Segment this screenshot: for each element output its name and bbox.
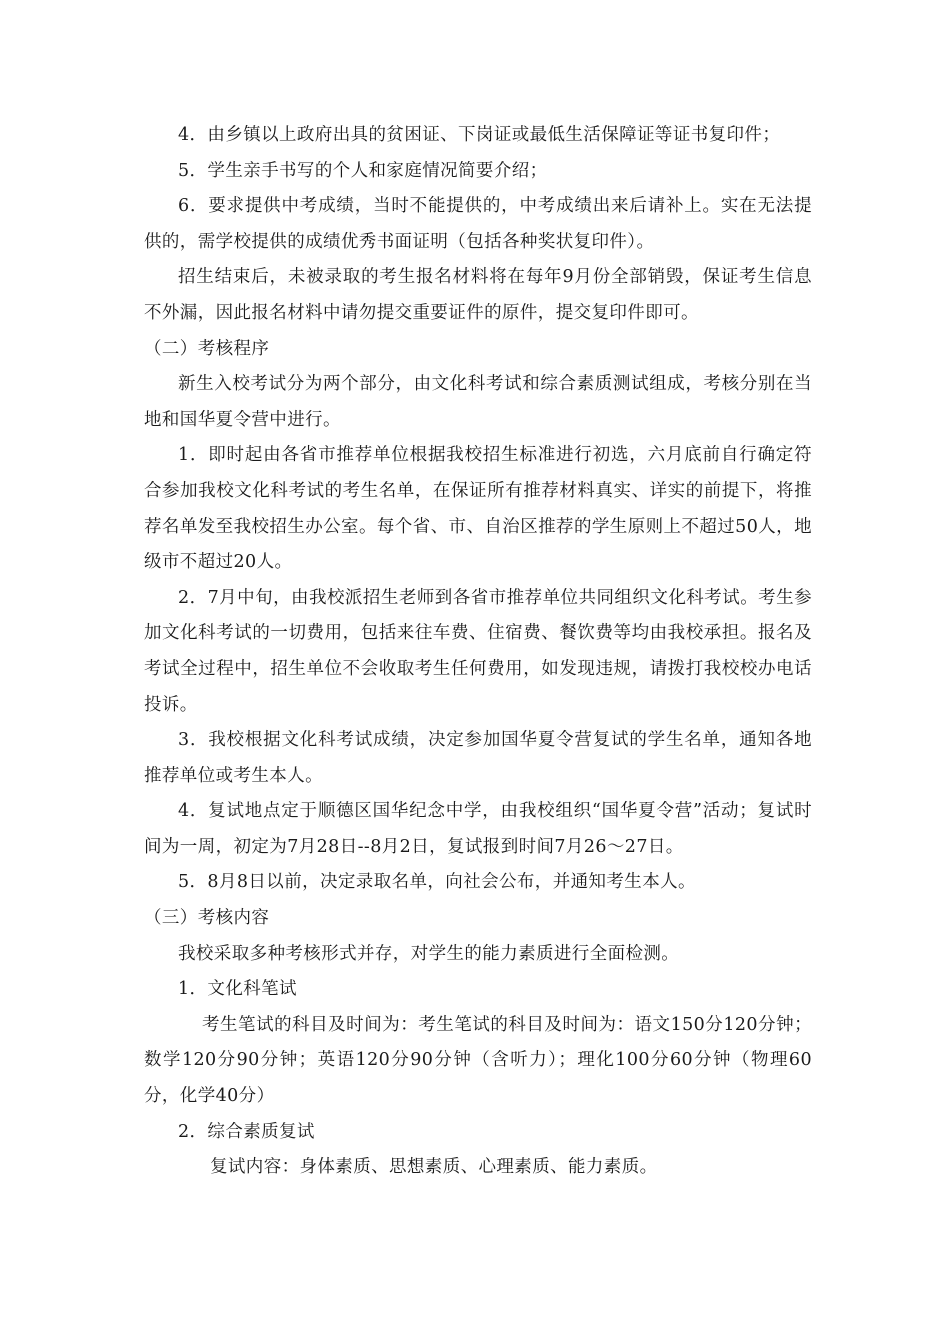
paragraph-procedure-2: 2．7月中旬，由我校派招生老师到各省市推荐单位共同组织文化科考试。考生参加文化科考试的一切费用，包括来往车费、住宿费、餐饮费等均由我校承担。报名及考试全过程中，招生单位不会收取考生任何费用，如发现违规，请拨打我校校办电话投诉。 — [144, 587, 812, 715]
paragraph-procedure-5: 5．8月8日以前，决定录取名单，向社会公布，并通知考生本人。 — [178, 872, 696, 893]
section-heading-content: （三）考核内容 — [144, 908, 270, 929]
paragraph-content-overview: 我校采取多种考核形式并存，对学生的能力素质进行全面检测。 — [178, 943, 680, 964]
section-heading-procedure: （二）考核程序 — [144, 338, 270, 359]
paragraph-exam-overview: 新生入校考试分为两个部分，由文化科考试和综合素质测试组成，考核分别在当地和国华夏令营中进行。 — [144, 374, 812, 430]
paragraph-procedure-3: 3．我校根据文化科考试成绩，决定参加国华夏令营复试的学生名单，通知各地推荐单位或考生本人。 — [144, 730, 812, 786]
paragraph-retest-content: 复试内容：身体素质、思想素质、心理素质、能力素质。 — [210, 1157, 658, 1178]
paragraph-item-4: 4．由乡镇以上政府出具的贫困证、下岗证或最低生活保障证等证书复印件； — [178, 125, 781, 145]
paragraph-written-exam-detail: 考生笔试的科目及时间为：考生笔试的科目及时间为：语文150分120分钟；数学120分90分钟；英语120分90分钟（含听力）；理化100分60分钟（物理60分，化学40分） — [144, 1014, 812, 1107]
paragraph-item-5: 5．学生亲手书写的个人和家庭情况简要介绍； — [178, 160, 548, 181]
subheading-comprehensive-retest: 2．综合素质复试 — [178, 1121, 315, 1142]
paragraph-item-6: 6．要求提供中考成绩，当时不能提供的，中考成绩出来后请补上。实在无法提供的，需学校提供的成绩优秀书面证明（包括各种奖状复印件）。 — [144, 196, 812, 252]
paragraph-procedure-4: 4．复试地点定于顺德区国华纪念中学，由我校组织“国华夏令营”活动；复试时间为一周，初定为7月28日--8月2日，复试报到时间7月26～27日。 — [144, 801, 812, 857]
paragraph-post-admission: 招生结束后，未被录取的考生报名材料将在每年9月份全部销毁，保证考生信息不外漏，因此报名材料中请勿提交重要证件的原件，提交复印件即可。 — [144, 267, 812, 323]
paragraph-procedure-1: 1．即时起由各省市推荐单位根据我校招生标准进行初选，六月底前自行确定符合参加我校文化科考试的考生名单，在保证所有推荐材料真实、详实的前提下，将推荐名单发至我校招生办公室。每个省、市、自治区推荐的学生原则上不超过50人，地级市不超过20人。 — [144, 445, 812, 573]
subheading-written-exam: 1．文化科笔试 — [178, 979, 297, 1000]
document-body — [144, 118, 812, 1186]
